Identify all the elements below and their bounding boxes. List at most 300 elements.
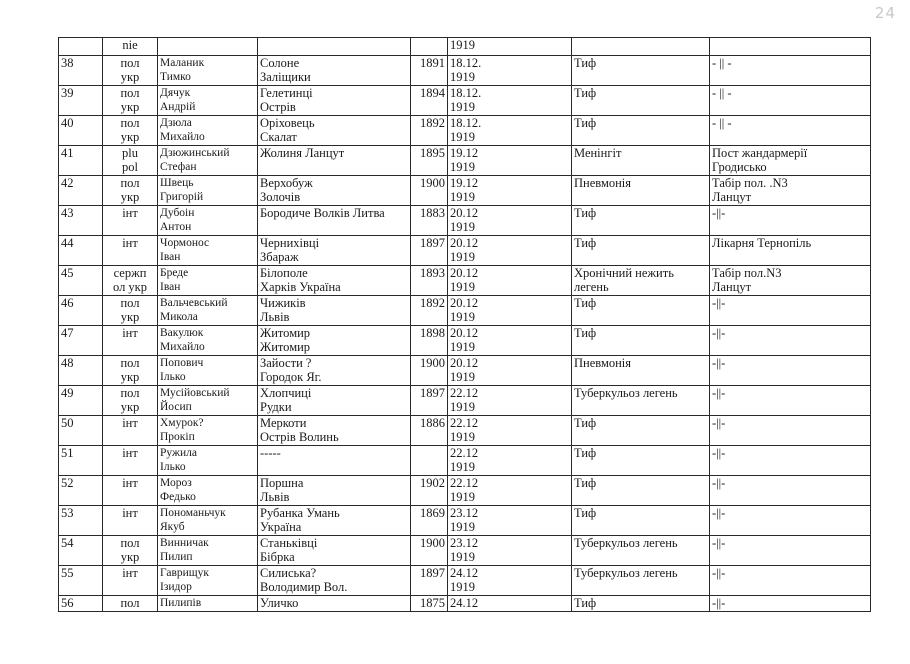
burial-note-cell — [710, 266, 871, 296]
name-cell-line: Попович — [160, 357, 204, 369]
category-cell — [103, 416, 158, 446]
name-cell-line: Якуб — [160, 521, 185, 533]
table-row — [59, 146, 871, 176]
entry-number: 46 — [59, 296, 103, 326]
category-cell — [103, 536, 158, 566]
name-cell-line: Антон — [160, 221, 192, 233]
cause-of-death-cell-line: Туберкульоз легень — [574, 566, 678, 580]
burial-note-cell-line: -||- — [712, 296, 726, 310]
category-cell — [103, 596, 158, 612]
name-cell-line: Вакулюк — [160, 327, 204, 339]
place-cell-line: Солоне — [260, 56, 300, 70]
death-date-cell — [448, 236, 572, 266]
burial-note-cell — [710, 506, 871, 536]
cause-of-death-cell — [572, 356, 710, 386]
death-date-cell — [448, 206, 572, 236]
death-date-cell-line: 1919 — [450, 250, 475, 264]
category-cell-line: пол — [120, 596, 140, 610]
cause-of-death-cell — [572, 386, 710, 416]
name-cell-line: Дзюжинський — [160, 147, 230, 159]
death-date-cell — [448, 566, 572, 596]
place-cell-line: Скалат — [260, 130, 297, 144]
cause-of-death-cell-line: Тиф — [574, 236, 597, 250]
birth-year-cell: 1895 — [411, 146, 448, 176]
cause-of-death-cell — [572, 506, 710, 536]
death-date-cell — [448, 296, 572, 326]
entry-number: 38 — [59, 56, 103, 86]
place-cell — [258, 116, 411, 146]
burial-note-cell — [710, 446, 871, 476]
place-cell — [258, 476, 411, 506]
birth-year-cell: 1894 — [411, 86, 448, 116]
table-row — [59, 446, 871, 476]
burial-note-cell — [710, 206, 871, 236]
name-cell — [158, 536, 258, 566]
cause-of-death-cell-line: Туберкульоз легень — [574, 386, 678, 400]
death-date-cell — [448, 116, 572, 146]
table-row — [59, 206, 871, 236]
name-cell-line: Мусійовський — [160, 387, 230, 399]
burial-note-cell-line: -||- — [712, 326, 726, 340]
death-date-cell — [448, 476, 572, 506]
cause-of-death-cell — [572, 56, 710, 86]
name-cell — [158, 416, 258, 446]
category-cell — [103, 566, 158, 596]
burial-note-cell-line: -||- — [712, 596, 726, 610]
place-cell-line: Львів — [260, 310, 290, 324]
burial-note-cell — [710, 536, 871, 566]
death-date-cell-line: 1919 — [450, 160, 475, 174]
burial-note-cell — [710, 596, 871, 612]
burial-note-cell-line: -||- — [712, 416, 726, 430]
place-cell-line: Рубанка Умань — [260, 506, 340, 520]
table-row — [59, 386, 871, 416]
place-cell-line: Верхобуж — [260, 176, 313, 190]
name-cell-line: Маланик — [160, 57, 205, 69]
entry-number: 39 — [59, 86, 103, 116]
name-cell — [158, 566, 258, 596]
burial-note-cell — [710, 476, 871, 506]
birth-year-cell — [411, 446, 448, 476]
birth-year-cell: 1883 — [411, 206, 448, 236]
cause-of-death-cell-line: Тиф — [574, 56, 597, 70]
place-cell-line: Україна — [260, 520, 302, 534]
burial-note-cell-line: Пост жандармерії — [712, 146, 808, 160]
burial-note-cell — [710, 176, 871, 206]
death-date-cell — [448, 176, 572, 206]
place-cell-line: Хлопчиці — [260, 386, 312, 400]
death-date-cell-line: 20.12 — [450, 236, 479, 250]
burial-note-cell-line: Табір пол. .N3 — [712, 176, 788, 190]
name-cell-line: Мороз — [160, 477, 192, 489]
name-cell — [158, 266, 258, 296]
death-date-cell — [448, 446, 572, 476]
burial-register-table — [58, 37, 871, 612]
death-date-cell-line: 1919 — [450, 130, 475, 144]
death-date-cell-line: 1919 — [450, 280, 475, 294]
place-cell — [258, 146, 411, 176]
death-date-cell-line: 1919 — [450, 100, 475, 114]
name-cell-line: Ілько — [160, 461, 186, 473]
category-cell-line: укр — [120, 310, 140, 324]
place-cell-line: Рудки — [260, 400, 292, 414]
burial-note-cell-line: Ланцут — [712, 280, 752, 294]
table-row — [59, 86, 871, 116]
death-date-cell-line: 1919 — [450, 190, 475, 204]
category-cell-line: пол — [120, 56, 140, 70]
burial-note-cell — [710, 116, 871, 146]
death-date-cell-line: 1919 — [450, 400, 475, 414]
register-sheet — [58, 37, 870, 612]
name-cell-line: Пономаньчук — [160, 507, 226, 519]
entry-number: 43 — [59, 206, 103, 236]
table-row — [59, 266, 871, 296]
cause-of-death-cell-line: Тиф — [574, 86, 597, 100]
entry-number: 44 — [59, 236, 103, 266]
category-cell-line: інт — [122, 326, 138, 340]
category-cell-line: укр — [120, 190, 140, 204]
name-cell-line: Ружила — [160, 447, 197, 459]
place-cell-line: Чижиків — [260, 296, 306, 310]
category-cell-line: укр — [120, 550, 140, 564]
category-cell-line: ол укр — [112, 280, 148, 294]
place-cell-line: Харків Україна — [260, 280, 341, 294]
name-cell-line: Іван — [160, 251, 181, 263]
category-cell — [103, 236, 158, 266]
place-cell — [258, 536, 411, 566]
death-date-cell-line: 24.12 — [450, 566, 479, 580]
category-cell-line: сержп — [113, 266, 147, 280]
name-cell — [158, 176, 258, 206]
death-date-cell-line: 1919 — [450, 430, 475, 444]
cause-of-death-cell-line: Тиф — [574, 206, 597, 220]
category-cell — [103, 206, 158, 236]
birth-year-cell: 1898 — [411, 326, 448, 356]
death-date-cell-line: 1919 — [450, 520, 475, 534]
entry-number: 49 — [59, 386, 103, 416]
category-cell — [103, 176, 158, 206]
death-date-cell-line: 1919 — [450, 340, 475, 354]
burial-note-cell-line: -||- — [712, 446, 726, 460]
place-cell — [258, 446, 411, 476]
place-cell — [258, 236, 411, 266]
birth-year-cell: 1900 — [411, 356, 448, 386]
place-cell — [258, 56, 411, 86]
cause-of-death-cell — [572, 296, 710, 326]
place-cell — [258, 176, 411, 206]
death-date-cell-line: 18.12. — [450, 56, 482, 70]
burial-note-cell-line: -||- — [712, 386, 726, 400]
place-cell-line: Заліщики — [260, 70, 311, 84]
burial-note-cell-line: -||- — [712, 206, 726, 220]
table-row — [59, 416, 871, 446]
name-cell — [158, 326, 258, 356]
death-date-cell-line: 20.12 — [450, 356, 479, 370]
death-date-cell-line: 23.12 — [450, 536, 479, 550]
death-date-cell-line: 23.12 — [450, 506, 479, 520]
name-cell — [158, 38, 258, 56]
burial-note-cell — [710, 566, 871, 596]
birth-year-cell: 1875 — [411, 596, 448, 612]
cause-of-death-cell — [572, 596, 710, 612]
place-cell — [258, 266, 411, 296]
birth-year-cell: 1892 — [411, 296, 448, 326]
burial-note-cell-line: - || - — [712, 86, 732, 100]
place-cell-line: Острів — [260, 100, 296, 114]
place-cell-line: Поршна — [260, 476, 304, 490]
cause-of-death-cell — [572, 146, 710, 176]
place-cell-line: Збараж — [260, 250, 299, 264]
cause-of-death-cell-line: Тиф — [574, 326, 597, 340]
place-cell — [258, 296, 411, 326]
cause-of-death-cell — [572, 446, 710, 476]
category-cell — [103, 446, 158, 476]
place-cell-line: Уличко — [260, 596, 299, 610]
table-row — [59, 596, 871, 612]
cause-of-death-cell-line: Тиф — [574, 596, 597, 610]
death-date-cell-line: 22.12 — [450, 416, 479, 430]
death-date-cell-line: 22.12 — [450, 476, 479, 490]
entry-number: 56 — [59, 596, 103, 612]
entry-number: 55 — [59, 566, 103, 596]
burial-note-cell-line: Табір пол.N3 — [712, 266, 782, 280]
cause-of-death-cell — [572, 116, 710, 146]
death-date-cell-line: 1919 — [450, 460, 475, 474]
birth-year-cell: 1892 — [411, 116, 448, 146]
cause-of-death-cell-line: Хронічний нежить — [574, 266, 674, 280]
place-cell-line: Станьківці — [260, 536, 318, 550]
name-cell — [158, 116, 258, 146]
name-cell-line: Хмурок? — [160, 417, 204, 429]
death-date-cell — [448, 386, 572, 416]
entry-number: 45 — [59, 266, 103, 296]
place-cell — [258, 326, 411, 356]
name-cell — [158, 236, 258, 266]
burial-note-cell — [710, 416, 871, 446]
burial-note-cell-line: Лікарня Тернопіль — [712, 236, 812, 250]
table-row — [59, 476, 871, 506]
entry-number: 40 — [59, 116, 103, 146]
table-row — [59, 236, 871, 266]
burial-note-cell-line: -||- — [712, 506, 726, 520]
name-cell — [158, 476, 258, 506]
cause-of-death-cell-line: Туберкульоз легень — [574, 536, 678, 550]
burial-note-cell — [710, 326, 871, 356]
cause-of-death-cell — [572, 566, 710, 596]
name-cell-line: Іван — [160, 281, 181, 293]
category-cell-line: інт — [122, 566, 138, 580]
cause-of-death-cell — [572, 476, 710, 506]
category-cell-line: пол — [120, 536, 140, 550]
name-cell — [158, 596, 258, 612]
name-cell-line: Микола — [160, 311, 198, 323]
death-date-cell-line: 19.12 — [450, 176, 479, 190]
category-cell-line: nie — [122, 38, 138, 52]
place-cell-line: Житомир — [260, 340, 311, 354]
cause-of-death-cell-line: Тиф — [574, 506, 597, 520]
death-date-cell — [448, 86, 572, 116]
place-cell-line: ----- — [260, 446, 281, 460]
death-date-cell-line: 18.12. — [450, 86, 482, 100]
name-cell-line: Прокіп — [160, 431, 195, 443]
name-cell-line: Вальчевський — [160, 297, 228, 309]
name-cell-line: Ілько — [160, 371, 186, 383]
place-cell-line: Меркоти — [260, 416, 307, 430]
death-date-cell — [448, 596, 572, 612]
name-cell-line: Бреде — [160, 267, 189, 279]
place-cell-line: Білополе — [260, 266, 308, 280]
cause-of-death-cell-line: Тиф — [574, 446, 597, 460]
name-cell-line: Григорій — [160, 191, 204, 203]
place-cell-line: Гелетинці — [260, 86, 313, 100]
name-cell-line: Стефан — [160, 161, 197, 173]
burial-note-cell — [710, 356, 871, 386]
death-date-cell — [448, 266, 572, 296]
death-date-cell-line: 22.12 — [450, 386, 479, 400]
entry-number: 47 — [59, 326, 103, 356]
birth-year-cell: 1897 — [411, 566, 448, 596]
place-cell-line: Жолиня Ланцут — [260, 146, 345, 160]
place-cell-line: Зайости ? — [260, 356, 312, 370]
burial-note-cell-line: -||- — [712, 356, 726, 370]
burial-note-cell-line: -||- — [712, 536, 726, 550]
name-cell — [158, 56, 258, 86]
name-cell-line: Михайло — [160, 341, 205, 353]
register-body — [59, 38, 871, 612]
place-cell-line: Золочів — [260, 190, 301, 204]
table-row — [59, 356, 871, 386]
name-cell-line: Йосип — [160, 401, 192, 413]
entry-number: 41 — [59, 146, 103, 176]
death-date-cell-line: 1919 — [450, 490, 475, 504]
name-cell — [158, 146, 258, 176]
category-cell — [103, 356, 158, 386]
entry-number — [59, 38, 103, 56]
entry-number: 53 — [59, 506, 103, 536]
category-cell-line: інт — [122, 206, 138, 220]
category-cell — [103, 56, 158, 86]
category-cell-line: пол — [120, 386, 140, 400]
cause-of-death-cell — [572, 206, 710, 236]
birth-year-cell: 1900 — [411, 536, 448, 566]
death-date-cell-line: 20.12 — [450, 326, 479, 340]
death-date-cell-line: 1919 — [450, 370, 475, 384]
name-cell-line: Тимко — [160, 71, 191, 83]
burial-note-cell — [710, 296, 871, 326]
burial-note-cell — [710, 38, 871, 56]
place-cell — [258, 38, 411, 56]
cause-of-death-cell — [572, 266, 710, 296]
name-cell-line: Винничак — [160, 537, 209, 549]
death-date-cell-line: 18.12. — [450, 116, 482, 130]
table-row — [59, 176, 871, 206]
cause-of-death-cell — [572, 416, 710, 446]
category-cell-line: укр — [120, 400, 140, 414]
burial-note-cell-line: Гродисько — [712, 160, 767, 174]
table-row — [59, 56, 871, 86]
category-cell-line: інт — [122, 446, 138, 460]
name-cell-line: Ізидор — [160, 581, 192, 593]
death-date-cell — [448, 356, 572, 386]
name-cell-line: Андрій — [160, 101, 196, 113]
entry-number: 48 — [59, 356, 103, 386]
burial-note-cell — [710, 236, 871, 266]
place-cell-line: Силиська? — [260, 566, 317, 580]
place-cell — [258, 506, 411, 536]
place-cell-line: Житомир — [260, 326, 311, 340]
category-cell — [103, 476, 158, 506]
category-cell-line: інт — [122, 476, 138, 490]
death-date-cell — [448, 536, 572, 566]
name-cell-line: Швець — [160, 177, 194, 189]
entry-number: 54 — [59, 536, 103, 566]
cause-of-death-cell — [572, 326, 710, 356]
death-date-cell-line: 1919 — [450, 310, 475, 324]
name-cell-line: Чормонос — [160, 237, 210, 249]
burial-note-cell-line: -||- — [712, 566, 726, 580]
category-cell-line: інт — [122, 416, 138, 430]
name-cell-line: Михайло — [160, 131, 205, 143]
name-cell-line: Дячук — [160, 87, 191, 99]
category-cell-line: укр — [120, 70, 140, 84]
entry-number: 50 — [59, 416, 103, 446]
place-cell — [258, 566, 411, 596]
death-date-cell-line: 24.12 — [450, 596, 479, 610]
name-cell — [158, 356, 258, 386]
burial-note-cell — [710, 146, 871, 176]
birth-year-cell: 1897 — [411, 236, 448, 266]
place-cell — [258, 596, 411, 612]
death-date-cell-line: 1919 — [450, 220, 475, 234]
place-cell — [258, 86, 411, 116]
cause-of-death-cell — [572, 176, 710, 206]
page-number-mark: 24 — [874, 4, 896, 22]
category-cell-line: пол — [120, 296, 140, 310]
name-cell — [158, 296, 258, 326]
death-date-cell-line: 1919 — [450, 580, 475, 594]
name-cell — [158, 506, 258, 536]
cause-of-death-cell — [572, 86, 710, 116]
place-cell-line: Городок Яг. — [260, 370, 322, 384]
death-date-cell-line: 1919 — [450, 38, 475, 52]
birth-year-cell: 1900 — [411, 176, 448, 206]
name-cell — [158, 386, 258, 416]
birth-year-cell: 1897 — [411, 386, 448, 416]
category-cell-line: укр — [120, 100, 140, 114]
category-cell-line: pol — [122, 160, 138, 174]
entry-number: 52 — [59, 476, 103, 506]
name-cell-line: Федько — [160, 491, 196, 503]
death-date-cell — [448, 38, 572, 56]
birth-year-cell: 1891 — [411, 56, 448, 86]
table-row — [59, 116, 871, 146]
category-cell-line: пол — [120, 176, 140, 190]
category-cell-line: інт — [122, 506, 138, 520]
place-cell — [258, 386, 411, 416]
place-cell-line: Острів Волинь — [260, 430, 339, 444]
burial-note-cell-line: - || - — [712, 116, 732, 130]
cause-of-death-cell-line: Тиф — [574, 416, 597, 430]
death-date-cell-line: 20.12 — [450, 296, 479, 310]
burial-note-cell — [710, 386, 871, 416]
category-cell — [103, 296, 158, 326]
birth-year-cell: 1893 — [411, 266, 448, 296]
category-cell — [103, 386, 158, 416]
category-cell-line: plu — [122, 146, 138, 160]
cause-of-death-cell — [572, 38, 710, 56]
name-cell-line: Дубоін — [160, 207, 195, 219]
place-cell — [258, 206, 411, 236]
